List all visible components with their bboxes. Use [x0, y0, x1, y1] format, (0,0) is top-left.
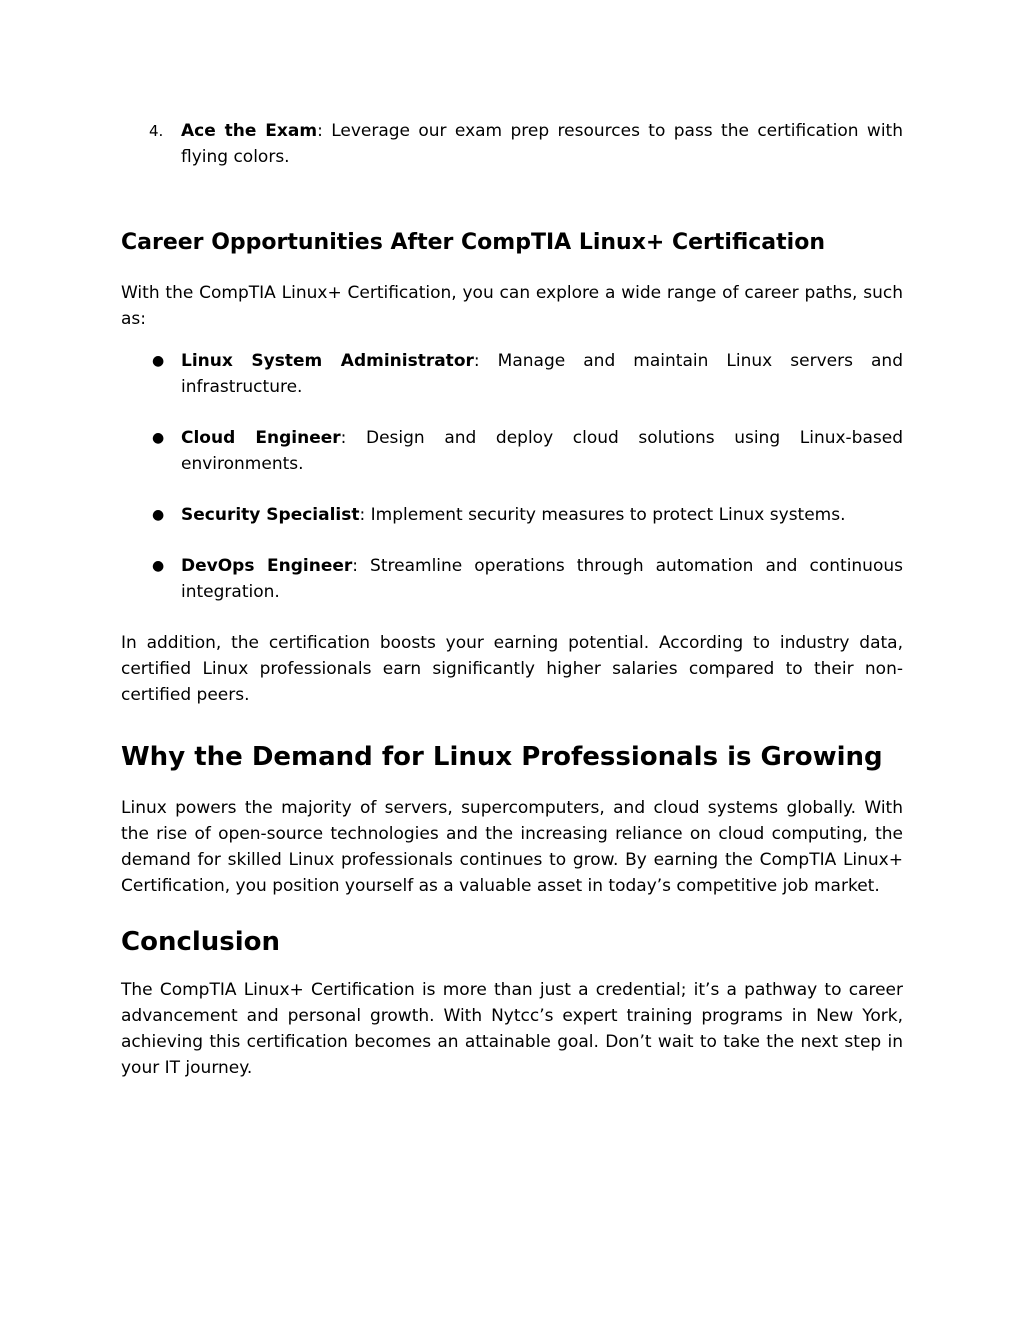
- numbered-list-item: [121, 118, 903, 170]
- list-number: 4.: [149, 122, 164, 140]
- career-description: Manage and maintain Linux servers and infrastructure.: [181, 351, 903, 397]
- bullet-icon: ●: [152, 558, 165, 574]
- list-item-separator: :: [317, 121, 323, 141]
- career-separator: :: [340, 428, 347, 448]
- career-list: [121, 348, 903, 605]
- career-description: Streamline operations through automation and continuous integration.: [181, 556, 903, 602]
- bullet-icon: ●: [152, 353, 165, 369]
- conclusion-heading: Conclusion: [121, 927, 281, 957]
- bullet-icon: ●: [152, 430, 165, 446]
- demand-heading: Why the Demand for Linux Professionals is Growing: [121, 742, 883, 772]
- career-term: Linux System Administrator: [181, 351, 474, 371]
- career-separator: :: [473, 351, 480, 371]
- career-list-item: [121, 553, 903, 605]
- list-item-text: Leverage our exam prep resources to pass the certification with flying colors.: [181, 121, 903, 167]
- career-description: Design and deploy cloud solutions using Linux-based environments.: [181, 428, 903, 474]
- career-closing-paragraph: In addition, the certification boosts your earning potential. According to industry data, certified Linux professionals earn significantly higher salaries compared to their non-certified peers.: [121, 633, 903, 705]
- career-separator: :: [359, 505, 366, 525]
- career-term: DevOps Engineer: [181, 556, 353, 576]
- career-list-item: [121, 425, 903, 477]
- career-intro: With the CompTIA Linux+ Certification, you can explore a wide range of career paths, such as:: [121, 283, 903, 329]
- career-list-item: [121, 502, 903, 528]
- conclusion-paragraph: The CompTIA Linux+ Certification is more than just a credential; it’s a pathway to career advancement and personal growth. With Nytcc’s expert training programs in New York, achieving this certification becomes an attainable goal. Don’t wait to take the next step in your IT journey.: [121, 980, 903, 1078]
- document-page: [121, 118, 903, 1081]
- career-term: Security Specialist: [181, 505, 360, 525]
- career-separator: :: [352, 556, 359, 576]
- demand-paragraph: Linux powers the majority of servers, supercomputers, and cloud systems globally. With the rise of open-source technologies and the increasing reliance on cloud computing, the demand for skilled Linux professionals continues to grow. By earning the CompTIA Linux+ Certification, you position yourself as a valuable asset in today’s competitive job market.: [121, 798, 903, 896]
- career-term: Cloud Engineer: [181, 428, 341, 448]
- career-description: Implement security measures to protect Linux systems.: [365, 505, 846, 525]
- career-list-item: [121, 348, 903, 400]
- career-heading: Career Opportunities After CompTIA Linux+ Certification: [121, 230, 825, 255]
- list-item-term: Ace the Exam: [181, 121, 318, 141]
- bullet-icon: ●: [152, 507, 165, 523]
